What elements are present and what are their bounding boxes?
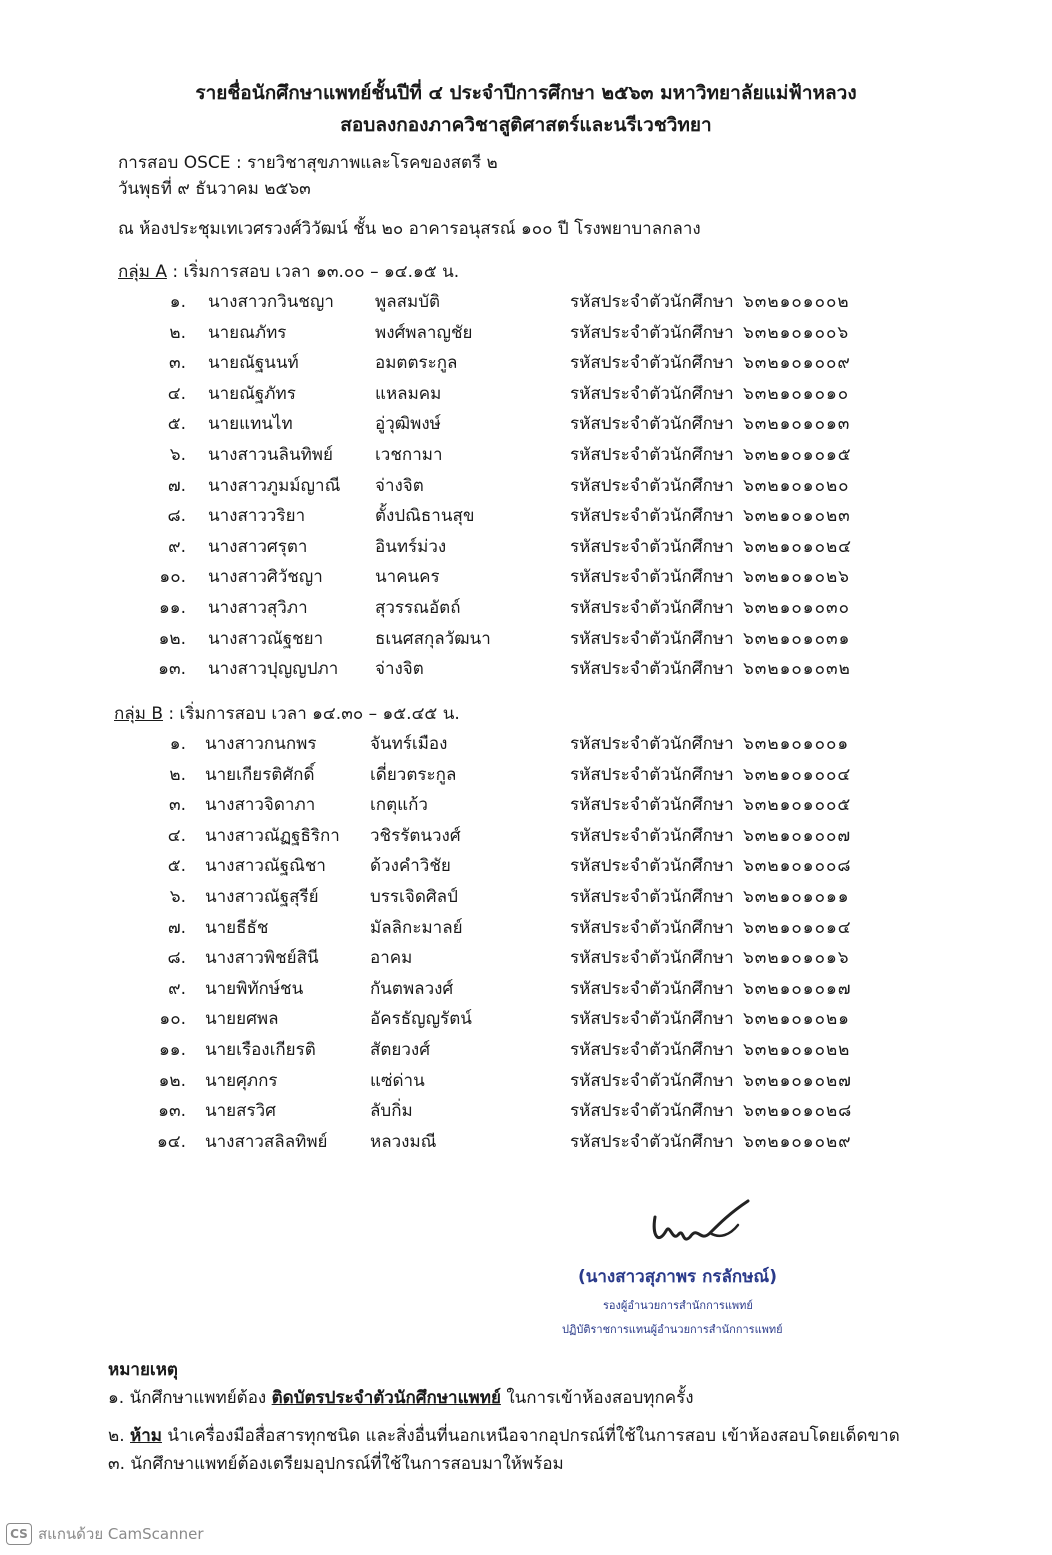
student-first-name: นายศุภกร bbox=[205, 1070, 278, 1091]
student-first-name: นายแทนไท bbox=[208, 414, 293, 435]
notes-title: หมายเหตุ bbox=[108, 1360, 178, 1380]
student-id-label: รหัสประจำตัวนักศึกษา bbox=[570, 322, 734, 343]
student-first-name: นางสาวศิวัชญา bbox=[208, 567, 323, 588]
date-line: วันพุธที่ ๙ ธันวาคม ๒๕๖๓ bbox=[118, 179, 311, 199]
student-id-label: รหัสประจำตัวนักศึกษา bbox=[570, 659, 734, 680]
student-number: ๗. bbox=[167, 917, 186, 938]
student-id: ๖๓๒๑๐๑๐๑๗ bbox=[743, 978, 852, 999]
student-row bbox=[0, 594, 1052, 622]
student-last-name: เดี่ยวตระกูล bbox=[370, 764, 457, 785]
student-last-name: มัลลิกะมาลย์ bbox=[370, 917, 463, 938]
student-id: ๖๓๒๑๐๑๐๓๐ bbox=[743, 598, 850, 618]
student-first-name: นางสาวสุวิภา bbox=[208, 598, 308, 618]
student-number: ๑. bbox=[169, 734, 186, 754]
student-first-name: นายยศพล bbox=[205, 1009, 279, 1030]
student-row bbox=[0, 730, 1052, 758]
student-number: ๑๔. bbox=[156, 1131, 186, 1152]
student-first-name: นางสาวนลินทิพย์ bbox=[208, 445, 333, 465]
student-first-name: นางสาวพิชย์สินี bbox=[205, 948, 319, 969]
student-number: ๑๓. bbox=[158, 1101, 186, 1122]
student-first-name: นางสาวศรุตา bbox=[208, 536, 308, 557]
student-id-label: รหัสประจำตัวนักศึกษา bbox=[570, 414, 734, 435]
student-first-name: นางสาวกวินชญา bbox=[208, 292, 334, 312]
student-last-name: เกตุแก้ว bbox=[370, 795, 428, 816]
student-last-name: พูลสมบัติ bbox=[375, 292, 441, 312]
student-id-label: รหัสประจำตัวนักศึกษา bbox=[570, 764, 734, 785]
note-2-suffix: นำเครื่องมือสื่อสารทุกชนิด และสิ่งอื่นที่นอกเหนือจากอุปกรณ์ที่ใช้ในการสอบ เข้าห้องสอบโดยเด็ดขาด bbox=[161, 1426, 900, 1446]
student-id-label: รหัสประจำตัวนักศึกษา bbox=[570, 887, 734, 907]
student-row bbox=[0, 410, 1052, 438]
note-1-emphasis: ติดบัตรประจำตัวนักศึกษาแพทย์ bbox=[271, 1388, 501, 1408]
student-id: ๖๓๒๑๐๑๐๒๘ bbox=[743, 1101, 853, 1122]
student-id-label: รหัสประจำตัวนักศึกษา bbox=[570, 734, 734, 754]
student-row bbox=[0, 1036, 1052, 1064]
student-id: ๖๓๒๑๐๑๐๐๔ bbox=[743, 764, 852, 785]
student-id: ๖๓๒๑๐๑๐๑๐ bbox=[743, 383, 850, 404]
student-last-name: ธเนศสกุลวัฒนา bbox=[375, 628, 491, 649]
student-id-label: รหัสประจำตัวนักศึกษา bbox=[570, 445, 734, 465]
student-id: ๖๓๒๑๐๑๐๒๑ bbox=[743, 1009, 850, 1030]
student-id: ๖๓๒๑๐๑๐๒๔ bbox=[743, 536, 853, 557]
student-id: ๖๓๒๑๐๑๐๑๑ bbox=[743, 887, 850, 907]
student-id: ๖๓๒๑๐๑๐๒๒ bbox=[743, 1040, 851, 1060]
student-row bbox=[0, 761, 1052, 789]
student-number: ๖. bbox=[169, 887, 186, 907]
student-id: ๖๓๒๑๐๑๐๑๔ bbox=[743, 917, 852, 938]
student-number: ๑๒. bbox=[158, 1070, 186, 1091]
student-id-label: รหัสประจำตัวนักศึกษา bbox=[570, 383, 734, 404]
student-id: ๖๓๒๑๐๑๐๒๙ bbox=[743, 1131, 852, 1152]
student-number: ๓. bbox=[168, 795, 186, 816]
student-row bbox=[0, 791, 1052, 819]
student-id: ๖๓๒๑๐๑๐๓๑ bbox=[743, 628, 851, 649]
student-id-label: รหัสประจำตัวนักศึกษา bbox=[570, 475, 734, 496]
student-first-name: นางสาววริยา bbox=[208, 506, 306, 527]
student-last-name: อัครธัญญรัตน์ bbox=[370, 1009, 472, 1030]
student-id: ๖๓๒๑๐๑๐๐๖ bbox=[743, 322, 850, 343]
student-id-label: รหัสประจำตัวนักศึกษา bbox=[570, 1040, 734, 1060]
student-first-name: นางสาวภูมม์ญาณี bbox=[208, 475, 341, 496]
student-id-label: รหัสประจำตัวนักศึกษา bbox=[570, 1009, 734, 1030]
student-row bbox=[0, 822, 1052, 850]
student-last-name: แซ่ด่าน bbox=[370, 1070, 425, 1091]
student-number: ๑๐. bbox=[159, 567, 186, 588]
location-line: ณ ห้องประชุมเทเวศรวงศ์วิวัฒน์ ชั้น ๒๐ อาคารอนุสรณ์ ๑๐๐ ปี โรงพยาบาลกลาง bbox=[118, 219, 701, 239]
student-id: ๖๓๒๑๐๑๐๐๘ bbox=[743, 856, 852, 877]
student-first-name: นายสรวิศ bbox=[205, 1101, 276, 1122]
student-first-name: นางสาวณัฐชยา bbox=[208, 628, 324, 649]
student-row bbox=[0, 441, 1052, 469]
student-last-name: อู่วุฒิพงษ์ bbox=[375, 414, 441, 435]
student-id-label: รหัสประจำตัวนักศึกษา bbox=[570, 948, 734, 969]
student-last-name: จันทร์เมือง bbox=[370, 734, 448, 754]
student-id-label: รหัสประจำตัวนักศึกษา bbox=[570, 292, 734, 312]
document-subtitle: สอบลงกองภาควิชาสูติศาสตร์และนรีเวชวิทยา bbox=[340, 114, 712, 136]
student-row bbox=[0, 319, 1052, 347]
exam-line: การสอบ OSCE : รายวิชาสุขภาพและโรคของสตรี ๒ bbox=[118, 153, 498, 173]
student-row bbox=[0, 883, 1052, 911]
group-b-schedule: : เริ่มการสอบ เวลา ๑๔.๓๐ – ๑๕.๔๕ น. bbox=[162, 704, 460, 724]
signer-position: รองผู้อำนวยการสำนักการแพทย์ bbox=[603, 1299, 753, 1312]
student-row bbox=[0, 349, 1052, 377]
student-last-name: หลวงมณี bbox=[370, 1131, 437, 1152]
student-first-name: นางสาวกนกพร bbox=[205, 734, 317, 754]
student-row bbox=[0, 914, 1052, 942]
note-2-prefix: ๒. bbox=[108, 1426, 131, 1446]
student-id-label: รหัสประจำตัวนักศึกษา bbox=[570, 506, 734, 527]
note-3: ๓. นักศึกษาแพทย์ต้องเตรียมอุปกรณ์ที่ใช้ในการสอบมาให้พร้อม bbox=[108, 1454, 564, 1474]
student-last-name: เวชกามา bbox=[375, 445, 443, 465]
student-id: ๖๓๒๑๐๑๐๒๐ bbox=[743, 475, 850, 496]
student-id: ๖๓๒๑๐๑๐๐๙ bbox=[743, 353, 851, 374]
student-id-label: รหัสประจำตัวนักศึกษา bbox=[570, 567, 734, 588]
student-id-label: รหัสประจำตัวนักศึกษา bbox=[570, 1101, 734, 1122]
signer-acting-position: ปฏิบัติราชการแทนผู้อำนวยการสำนักการแพทย์ bbox=[562, 1323, 783, 1336]
student-id: ๖๓๒๑๐๑๐๐๑ bbox=[743, 734, 850, 754]
group-a-heading bbox=[118, 258, 459, 285]
group-a-tag: กลุ่ม A bbox=[118, 262, 167, 282]
student-id: ๖๓๒๑๐๑๐๐๕ bbox=[743, 795, 852, 816]
document-title: รายชื่อนักศึกษาแพทย์ชั้นปีที่ ๔ ประจำปีการศึกษา ๒๕๖๓ มหาวิทยาลัยแม่ฟ้าหลวง bbox=[195, 82, 857, 104]
student-number: ๑๒. bbox=[158, 628, 186, 649]
note-1-prefix: ๑. นักศึกษาแพทย์ต้อง bbox=[108, 1388, 272, 1408]
student-row bbox=[0, 1097, 1052, 1125]
student-number: ๘. bbox=[167, 506, 186, 527]
student-row bbox=[0, 852, 1052, 880]
student-first-name: นายณัฐนนท์ bbox=[208, 353, 299, 374]
student-id: ๖๓๒๑๐๑๐๑๖ bbox=[743, 948, 850, 969]
student-first-name: นางสาวณัฏฐธิริกา bbox=[205, 825, 340, 846]
student-row bbox=[0, 1128, 1052, 1156]
student-first-name: นางสาวปุญญปภา bbox=[208, 659, 339, 680]
student-first-name: นายณภัทร bbox=[208, 322, 287, 343]
camscanner-icon: CS bbox=[6, 1523, 32, 1545]
student-first-name: นายพิทักษ์ชน bbox=[205, 978, 304, 999]
student-last-name: บรรเจิดศิลป์ bbox=[370, 887, 458, 907]
camscanner-watermark bbox=[6, 1522, 204, 1546]
student-last-name: วชิรรัตนวงศ์ bbox=[370, 825, 461, 846]
student-id-label: รหัสประจำตัวนักศึกษา bbox=[570, 825, 734, 846]
group-b-tag: กลุ่ม B bbox=[114, 704, 163, 724]
student-row bbox=[0, 502, 1052, 530]
student-last-name: ตั้งปณิธานสุข bbox=[375, 506, 475, 527]
student-last-name: อินทร์ม่วง bbox=[375, 536, 447, 557]
student-number: ๙. bbox=[168, 536, 186, 557]
student-number: ๑๐. bbox=[159, 1009, 186, 1030]
camscanner-text: สแกนด้วย CamScanner bbox=[38, 1525, 204, 1543]
student-last-name: สุวรรณอัตถ์ bbox=[375, 598, 461, 618]
note-2-emphasis: ห้าม bbox=[130, 1426, 162, 1446]
student-id: ๖๓๒๑๐๑๐๑๓ bbox=[743, 414, 851, 435]
student-id: ๖๓๒๑๐๑๐๐๗ bbox=[743, 825, 852, 846]
student-number: ๕. bbox=[167, 856, 186, 877]
student-number: ๓. bbox=[168, 353, 186, 374]
student-number: ๑๑. bbox=[159, 1040, 186, 1060]
student-first-name: นางสาวณัฐณิชา bbox=[205, 856, 326, 877]
student-first-name: นายเรืองเกียรติ bbox=[205, 1040, 316, 1060]
student-first-name: นายณัฐภัทร bbox=[208, 383, 296, 404]
student-first-name: นายธีธัช bbox=[205, 917, 269, 938]
student-row bbox=[0, 625, 1052, 653]
student-id-label: รหัสประจำตัวนักศึกษา bbox=[570, 536, 734, 557]
student-last-name: พงศ์พลาญชัย bbox=[375, 322, 473, 343]
group-b-heading bbox=[114, 700, 460, 727]
student-id-label: รหัสประจำตัวนักศึกษา bbox=[570, 1070, 734, 1091]
student-id-label: รหัสประจำตัวนักศึกษา bbox=[570, 598, 734, 618]
student-id: ๖๓๒๑๐๑๐๑๕ bbox=[743, 445, 852, 465]
student-number: ๒. bbox=[169, 764, 186, 785]
student-last-name: จ่างจิต bbox=[375, 475, 424, 496]
student-last-name: อาคม bbox=[370, 948, 413, 969]
student-row bbox=[0, 380, 1052, 408]
student-row bbox=[0, 472, 1052, 500]
student-id: ๖๓๒๑๐๑๐๒๓ bbox=[743, 506, 851, 527]
student-number: ๕. bbox=[167, 414, 186, 435]
student-last-name: ด้วงคำวิชัย bbox=[370, 856, 451, 877]
student-first-name: นายเกียรติศักดิ์ bbox=[205, 764, 315, 785]
student-id-label: รหัสประจำตัวนักศึกษา bbox=[570, 856, 734, 877]
student-id: ๖๓๒๑๐๑๐๓๒ bbox=[743, 659, 851, 680]
student-first-name: นางสาวณัฐสุรีย์ bbox=[205, 887, 319, 907]
student-id-label: รหัสประจำตัวนักศึกษา bbox=[570, 917, 734, 938]
student-number: ๒. bbox=[169, 322, 186, 343]
student-row bbox=[0, 533, 1052, 561]
student-last-name: อมตตระกูล bbox=[375, 353, 458, 374]
group-a-schedule: : เริ่มการสอบ เวลา ๑๓.๐๐ – ๑๔.๑๕ น. bbox=[166, 262, 460, 282]
student-first-name: นางสาวสลิลทิพย์ bbox=[205, 1131, 328, 1152]
note-1 bbox=[108, 1384, 694, 1411]
student-last-name: กันตพลวงศ์ bbox=[370, 978, 454, 999]
student-id: ๖๓๒๑๐๑๐๒๖ bbox=[743, 567, 850, 588]
student-last-name: ลับกิ่ม bbox=[370, 1101, 413, 1122]
student-last-name: จ่างจิต bbox=[375, 659, 424, 680]
student-first-name: นางสาวจิดาภา bbox=[205, 795, 316, 816]
student-number: ๗. bbox=[167, 475, 186, 496]
student-last-name: สัตยวงศ์ bbox=[370, 1040, 431, 1060]
note-2 bbox=[108, 1422, 900, 1449]
signer-name: (นางสาวสุภาพร กรลักษณ์) bbox=[578, 1267, 777, 1287]
student-id: ๖๓๒๑๐๑๐๐๒ bbox=[743, 292, 850, 312]
student-id-label: รหัสประจำตัวนักศึกษา bbox=[570, 795, 734, 816]
student-number: ๔. bbox=[167, 825, 186, 846]
student-number: ๑๑. bbox=[159, 598, 186, 618]
note-1-suffix: ในการเข้าห้องสอบทุกครั้ง bbox=[500, 1388, 694, 1408]
student-id-label: รหัสประจำตัวนักศึกษา bbox=[570, 978, 734, 999]
student-row bbox=[0, 1067, 1052, 1095]
student-number: ๑. bbox=[169, 292, 186, 312]
student-last-name: นาคนคร bbox=[375, 567, 440, 588]
student-row bbox=[0, 288, 1052, 316]
student-row bbox=[0, 944, 1052, 972]
student-row bbox=[0, 655, 1052, 683]
student-row bbox=[0, 1005, 1052, 1033]
student-id: ๖๓๒๑๐๑๐๒๗ bbox=[743, 1070, 852, 1091]
student-row bbox=[0, 975, 1052, 1003]
student-id-label: รหัสประจำตัวนักศึกษา bbox=[570, 628, 734, 649]
student-number: ๖. bbox=[169, 445, 186, 465]
student-number: ๔. bbox=[167, 383, 186, 404]
student-number: ๙. bbox=[168, 978, 186, 999]
student-number: ๘. bbox=[167, 948, 186, 969]
student-row bbox=[0, 563, 1052, 591]
student-id-label: รหัสประจำตัวนักศึกษา bbox=[570, 353, 734, 374]
student-last-name: แหลมคม bbox=[375, 383, 442, 404]
student-id-label: รหัสประจำตัวนักศึกษา bbox=[570, 1131, 734, 1152]
student-number: ๑๓. bbox=[158, 659, 186, 680]
